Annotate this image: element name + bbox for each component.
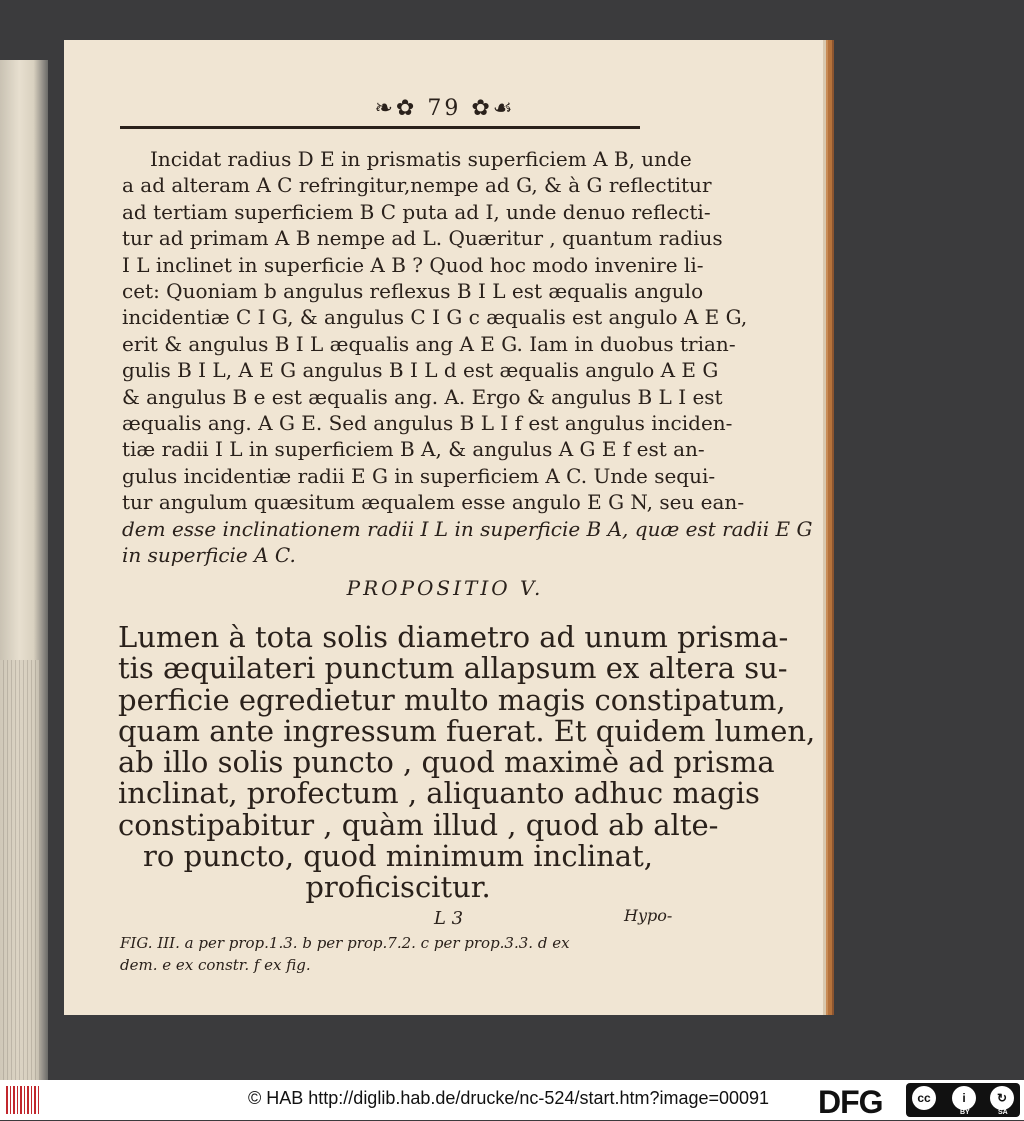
body-line: erit & angulus B I L æqualis ang A E G. Iam in duobus trian-	[122, 331, 736, 356]
by-icon: i	[952, 1086, 976, 1110]
body-line: ad tertiam superficiem B C puta ad I, unde denuo reflecti-	[122, 199, 711, 224]
scan-board	[48, 1010, 1024, 1080]
body-line: cet: Quoniam b angulus reflexus B I L est æqualis angulo	[122, 279, 704, 304]
body-line: & angulus B e est æqualis ang. A. Ergo & angulus B L I est	[122, 384, 723, 409]
proposition-line: quam ante ingressum fuerat. Et quidem lumen,	[118, 713, 816, 748]
proposition-line: inclinat, profectum , aliquanto adhuc magis	[118, 776, 760, 811]
sa-label: SA	[998, 1109, 1008, 1116]
page-number: 79	[427, 96, 462, 121]
header-rule	[120, 126, 640, 129]
viewer-footer	[0, 1080, 1024, 1120]
cc-icon: cc	[912, 1086, 936, 1110]
sa-icon: ↻	[990, 1086, 1014, 1110]
proposition-title: PROPOSITIO V.	[346, 576, 544, 600]
catchword: Hypo-	[624, 906, 673, 925]
book-fore-edge	[0, 660, 40, 1080]
body-line: dem esse inclinationem radii I L in superficie B A, quæ est radii E G	[122, 516, 813, 541]
body-line: tur angulum quæsitum æqualem esse angulo E G N, seu ean-	[122, 490, 745, 515]
body-line: tiæ radii I L in superficiem B A, & angulus A G E f est an-	[122, 437, 705, 462]
body-line: a ad alteram A C refringitur,nempe ad G, & à G reflectitur	[122, 173, 712, 198]
source-url[interactable]: © HAB http://diglib.hab.de/drucke/nc-524/start.htm?image=00091	[248, 1088, 770, 1108]
page-text	[64, 40, 826, 1015]
dfg-logo: DFG	[818, 1084, 883, 1120]
ornament-right: ✿☙	[461, 96, 516, 121]
hab-barcode-logo	[6, 1086, 40, 1114]
page-number-header	[64, 96, 826, 121]
proposition-line: constipabitur , quàm illud , quod ab alte-	[118, 807, 719, 842]
body-paragraph	[122, 146, 813, 569]
proposition-line: proficiscitur.	[305, 870, 491, 905]
ornament-left: ❧✿	[374, 96, 428, 121]
proposition-line: ro puncto, quod minimum inclinat,	[143, 839, 653, 874]
body-line: Incidat radius D E in prismatis superficiem A B, unde	[150, 147, 692, 171]
proposition-statement	[118, 620, 816, 905]
body-line: tur ad primam A B nempe ad L. Quæritur , quantum radius	[122, 226, 723, 251]
by-label: BY	[960, 1109, 970, 1116]
note-line: dem. e ex constr. f ex fig.	[120, 956, 311, 974]
body-line: I L inclinet in superficie A B ? Quod hoc modo invenire li-	[122, 252, 704, 277]
body-line: in superficie A C.	[122, 543, 296, 568]
proposition-line: tis æquilateri punctum allapsum ex altera su-	[118, 651, 788, 686]
proposition-line: ab illo solis puncto , quod maximè ad prisma	[118, 745, 775, 780]
body-line: æqualis ang. A G E. Sed angulus B L I f est angulus inciden-	[122, 411, 733, 436]
signature-mark: L 3	[434, 908, 464, 929]
book-page	[64, 40, 826, 1015]
proposition-line: Lumen à tota solis diametro ad unum prisma-	[118, 620, 789, 654]
note-line: FIG. III. a per prop.1.3. b per prop.7.2. c per prop.3.3. d ex	[120, 934, 570, 952]
marginal-notes	[120, 932, 720, 976]
body-line: gulus incidentiæ radii E G in superficiem A C. Unde sequi-	[122, 463, 716, 488]
body-line: incidentiæ C I G, & angulus C I G c æqualis est angulo A E G,	[122, 305, 748, 330]
proposition-line: perficie egredietur multo magis constipatum,	[118, 682, 786, 717]
body-line: gulis B I L, A E G angulus B I L d est æqualis angulo A E G	[122, 358, 719, 383]
cc-license-badge[interactable]	[906, 1083, 1020, 1117]
